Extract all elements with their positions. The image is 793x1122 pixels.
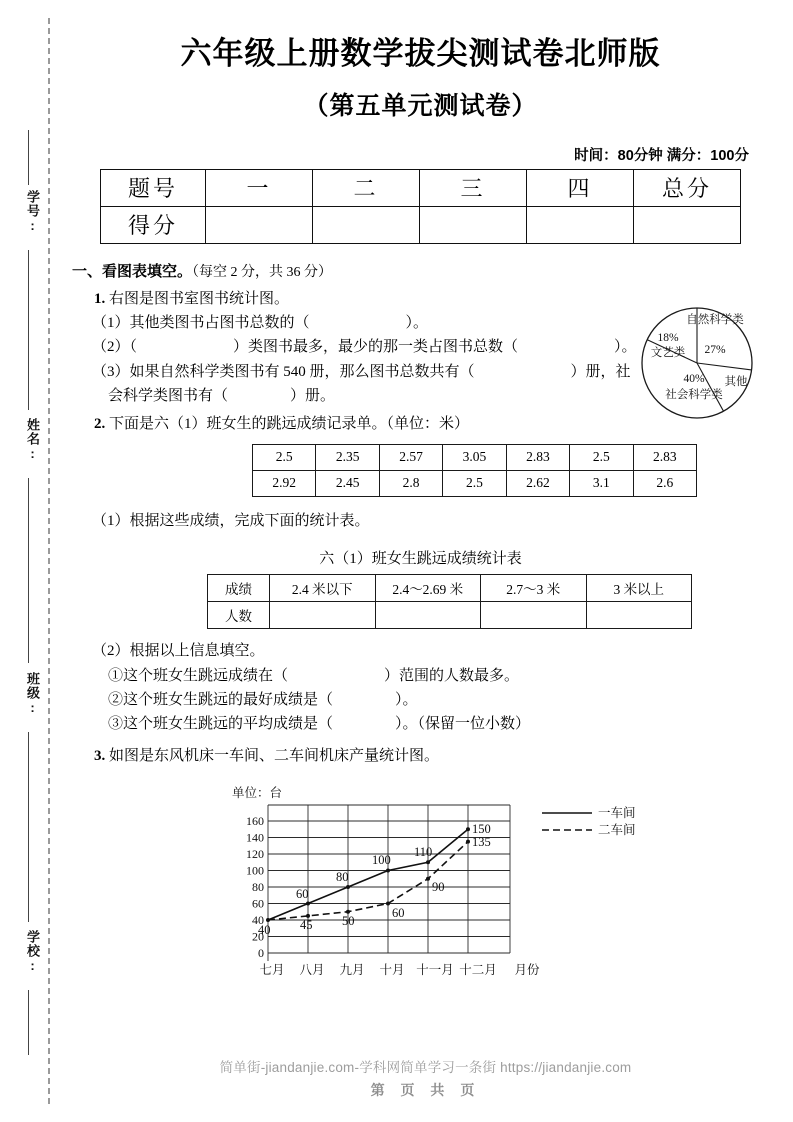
question-number: 1. (94, 290, 106, 307)
pie-value-natural-science: 27% (704, 343, 726, 356)
svg-text:60: 60 (252, 896, 264, 911)
item-suffix: ）册。 (290, 387, 336, 404)
section-heading-text: 一、看图表填空。 (72, 263, 193, 280)
section-heading (72, 260, 769, 281)
table-row (101, 206, 741, 243)
item-suffix: ）册，社 (570, 363, 631, 380)
stat-header-label: 成绩 (208, 575, 270, 602)
score-table-cell: 四 (527, 169, 634, 206)
exam-paper (58, 0, 793, 1122)
table-row (208, 575, 692, 602)
svg-text:150: 150 (472, 821, 491, 836)
pie-label-social-science: 社会科学类 (665, 388, 723, 401)
page-title: 六年级上册数学拔尖测试卷北师版 (180, 36, 661, 71)
chart-legend (542, 805, 636, 837)
item-suffix: ）。 (614, 339, 637, 356)
record-cell: 2.83 (633, 444, 696, 470)
score-table-cell: 三 (420, 169, 527, 206)
question-number: 2. (94, 415, 106, 432)
score-table-row-label: 题号 (101, 169, 206, 206)
chart-x-tick-labels (259, 962, 540, 977)
stat-count-cell[interactable] (481, 602, 587, 629)
record-cell: 2.5 (253, 444, 316, 470)
score-entry-cell[interactable] (420, 206, 527, 243)
record-cell: 2.8 (379, 470, 442, 496)
score-entry-cell[interactable] (313, 206, 420, 243)
jump-record-table (252, 444, 697, 497)
record-cell: 2.92 (253, 470, 316, 496)
pie-chart-books (637, 305, 757, 421)
stat-range-header: 2.4～2.69 米 (375, 575, 481, 602)
question-2-part-2: （2）根据以上信息填空。 (92, 643, 265, 660)
legend-label-workshop-1: 一车间 (598, 805, 636, 820)
stat-count-cell[interactable] (270, 602, 376, 629)
svg-text:十二月: 十二月 (459, 962, 497, 977)
item-prefix: （2）（ (92, 339, 138, 356)
svg-text:50: 50 (342, 913, 355, 928)
svg-text:40: 40 (252, 912, 264, 927)
section-points: （每空 2 分，共 36 分） (192, 264, 333, 280)
svg-text:135: 135 (472, 834, 491, 849)
svg-text:十月: 十月 (379, 962, 405, 977)
chart-unit-label: 单位：台 (232, 785, 283, 800)
exam-meta: 时间：80分钟 满分：100分 (574, 147, 749, 164)
item-prefix: ③这个班女生跳远的平均成绩是（ (108, 716, 334, 733)
svg-text:十一月: 十一月 (416, 962, 454, 977)
stat-range-header: 2.4 米以下 (270, 575, 376, 602)
item-suffix: ）。 (405, 314, 429, 331)
svg-text:90: 90 (432, 879, 445, 894)
question-2-part-1: （1）根据这些成绩，完成下面的统计表。 (92, 512, 370, 529)
pie-label-natural-science: 自然科学类 (686, 313, 744, 326)
score-table-cell: 二 (313, 169, 420, 206)
question-2-blank-1 (108, 664, 769, 688)
svg-text:月份: 月份 (514, 962, 540, 977)
stat-range-header: 3 米以上 (586, 575, 692, 602)
stat-range-header: 2.7～3 米 (481, 575, 587, 602)
stat-row-label: 人数 (208, 602, 270, 629)
margin-rule (28, 250, 29, 410)
footer-watermark-url: 简单街-jiandanjie.com-学科网简单学习一条街 https://jiandanjie.com (219, 1060, 632, 1075)
question-3-stem (94, 744, 769, 768)
item-prefix: ②这个班女生跳远的最好成绩是（ (108, 691, 334, 708)
pie-label-arts: 文艺类 (650, 346, 686, 359)
record-cell: 2.62 (506, 470, 569, 496)
item-prefix: 会科学类图书有（ (108, 387, 229, 404)
record-cell: 2.5 (570, 444, 633, 470)
question-text: 下面是六（1）班女生的跳远成绩记录单。（单位：米） (109, 415, 470, 432)
page-subtitle: （第五单元测试卷） (303, 91, 538, 120)
score-table-cell: 总分 (634, 169, 741, 206)
record-cell: 3.05 (443, 444, 506, 470)
item-suffix: ）。 (395, 691, 418, 708)
item-prefix: ①这个班女生跳远成绩在（ (108, 667, 289, 684)
student-id-field-label: 学号: (25, 190, 40, 234)
table-row (253, 470, 697, 496)
score-table-row-label: 得分 (101, 206, 206, 243)
svg-text:60: 60 (296, 886, 309, 901)
table-row (253, 444, 697, 470)
svg-text:八月: 八月 (299, 962, 325, 977)
record-cell: 2.45 (316, 470, 379, 496)
svg-text:0: 0 (258, 945, 264, 960)
binding-margin (0, 0, 58, 1122)
record-cell: 2.6 (633, 470, 696, 496)
score-table (100, 169, 741, 244)
score-entry-cell[interactable] (634, 206, 741, 243)
svg-text:九月: 九月 (339, 962, 365, 977)
question-2 (72, 412, 769, 737)
pie-value-social-science: 40% (683, 372, 705, 385)
question-1 (72, 287, 769, 412)
table-row (101, 169, 741, 206)
item-suffix: ）范围的人数最多。 (384, 667, 520, 684)
stat-count-cell[interactable] (586, 602, 692, 629)
score-entry-cell[interactable] (206, 206, 313, 243)
line-chart-production (72, 775, 769, 990)
table-row (208, 602, 692, 629)
svg-text:20: 20 (252, 929, 264, 944)
question-2-blank-3 (108, 712, 769, 736)
svg-text:80: 80 (252, 879, 264, 894)
score-entry-cell[interactable] (527, 206, 634, 243)
jump-stat-table (207, 574, 692, 629)
svg-text:40: 40 (258, 922, 271, 937)
chart-series-2-labels (300, 835, 491, 932)
chart-series-workshop-1 (268, 829, 468, 920)
record-cell: 2.5 (443, 470, 506, 496)
school-field-label: 学校: (25, 930, 40, 974)
score-table-cell: 一 (206, 169, 313, 206)
svg-text:140: 140 (246, 830, 264, 845)
svg-text:100: 100 (372, 852, 391, 867)
pie-label-other: 其他 (724, 375, 748, 388)
item-prefix: （1）其他类图书占图书总数的（ (92, 314, 310, 331)
svg-text:45: 45 (300, 917, 313, 932)
question-2-blank-2 (108, 688, 769, 712)
pie-value-arts: 18% (657, 331, 679, 344)
question-text: 右图是图书室图书统计图。 (109, 290, 290, 307)
margin-rule (28, 130, 29, 185)
page-footer (58, 1056, 793, 1100)
svg-text:120: 120 (246, 846, 264, 861)
margin-rule (28, 732, 29, 922)
svg-text:100: 100 (246, 863, 264, 878)
stat-count-cell[interactable] (375, 602, 481, 629)
stat-table-title: 六（1）班女生跳远成绩统计表 (319, 551, 522, 568)
tear-off-dashed-line (48, 18, 50, 1104)
item-suffix: ）。（保留一位小数） (395, 716, 531, 733)
class-field-label: 班级: (25, 672, 40, 716)
footer-page-number: 第 页 共 页 (370, 1082, 481, 1098)
svg-text:160: 160 (246, 813, 264, 828)
record-cell: 2.83 (506, 444, 569, 470)
margin-rule (28, 990, 29, 1055)
record-cell: 2.57 (379, 444, 442, 470)
item-prefix: （3）如果自然科学类图书有 540 册，那么图书总数共有（ (92, 363, 475, 380)
student-name-field-label: 姓名: (25, 418, 40, 462)
record-cell: 2.35 (316, 444, 379, 470)
svg-text:110: 110 (414, 844, 433, 859)
question-text: 如图是东风机床一车间、二车间机床产量统计图。 (109, 748, 440, 765)
chart-y-tick-labels (246, 814, 264, 960)
svg-text:60: 60 (392, 905, 405, 920)
item-mid: ）类图书最多，最少的那一类占图书总数（ (233, 339, 519, 356)
question-3 (72, 744, 769, 989)
question-number: 3. (94, 748, 106, 765)
record-cell: 3.1 (570, 470, 633, 496)
svg-text:七月: 七月 (259, 962, 285, 977)
margin-rule (28, 478, 29, 663)
legend-label-workshop-2: 二车间 (598, 822, 636, 837)
svg-text:80: 80 (336, 869, 349, 884)
